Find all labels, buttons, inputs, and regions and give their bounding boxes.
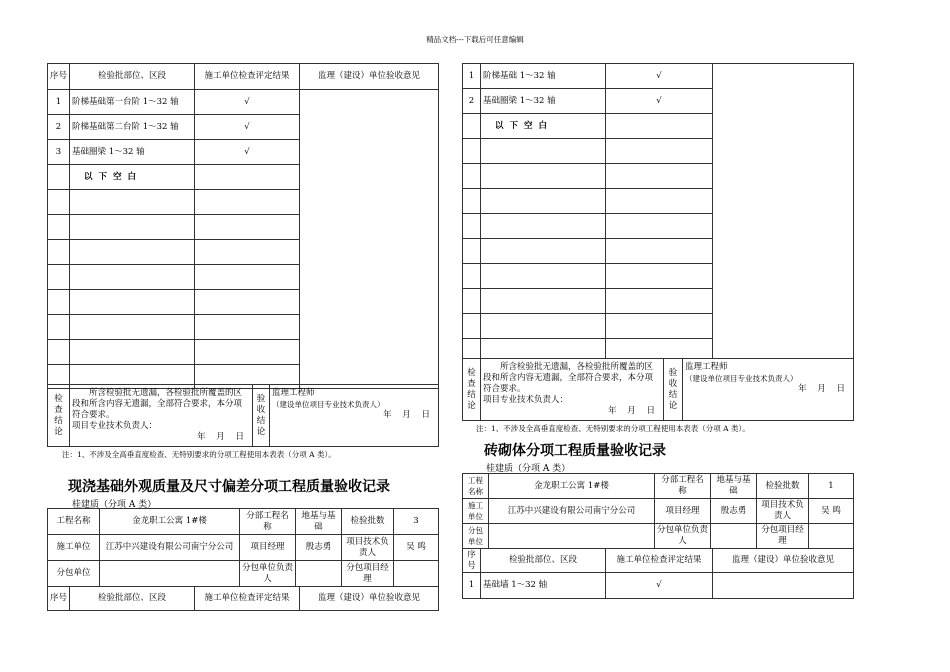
check-conclusion-text: 所含检验批无遗漏，各检验批所覆盖的区段和所含内容无遗漏，全部符合要求，本分项符合要求。	[72, 388, 243, 420]
supervisor-label: 监理工程师	[272, 388, 315, 398]
left-conclusion-table	[47, 384, 439, 447]
right-subtitle: 桂建质（分项 A 类）	[486, 464, 571, 474]
supervisor-opinion-cell	[713, 64, 854, 359]
project-manager: 殷志勇	[296, 535, 342, 561]
col-result: 施工单位检查评定结果	[195, 64, 300, 90]
project-name: 金龙职工公寓 1#楼	[100, 509, 240, 535]
left-info-table: 工程名称 金龙职工公寓 1#楼 分部工程名 称 地基与基 础 检验批数 3 施工单位 江苏中兴建设有限公司南宁分公司 项目经理 殷志勇 项目技术负责人 吴 鸣 分包单位 分包单位负责人 分包项目经 理	[47, 508, 439, 587]
right-batch-header: 序号 检验批部位、区段 施工单位检查评定结果 监理（建设）单位验收意见 1 基础墙 1～32 轴 √	[462, 548, 854, 599]
left-title: 现浇基础外观质量及尺寸偏差分项工程质量验收记录	[68, 479, 390, 495]
row-result: √	[195, 140, 300, 165]
right-conclusion-table: 检查结论 所含检验批无遗漏，各检验批所覆盖的区段和所含内容无遗漏，全部符合要求，本分项符合要求。 项目专业技术负责人： 年 月 日 验收结论 监理工程师 （建设单位项目专业技术负责人） 年 月 日	[462, 358, 854, 421]
batch-count: 3	[394, 509, 439, 535]
col-seq: 序号	[48, 64, 70, 90]
row-result: √	[195, 90, 300, 115]
supervisor-opinion-cell	[300, 90, 439, 389]
right-title: 砖砌体分项工程质量验收记录	[484, 443, 666, 459]
check-date: 年 月 日	[197, 432, 244, 442]
blank-marker: 以下空白	[70, 165, 195, 190]
accept-conclusion-label: 验收结论	[253, 385, 270, 447]
col-batch: 检验批部位、区段	[70, 64, 195, 90]
footnote-right: 注：1、不涉及全高垂直度检查、无特别要求的分项工程使用本表表（分项 A 类）。	[476, 424, 750, 433]
left-subtitle: 桂建质（分项 A 类）	[72, 500, 157, 510]
accept-date: 年 月 日	[383, 410, 430, 420]
left-batch-header: 序号 检验批部位、区段 施工单位检查评定结果 监理（建设）单位验收意见	[47, 586, 439, 611]
right-batch-table: 1 阶梯基础 1～32 轴 √ 2 基础圈梁 1～32 轴 √ 以下空白	[462, 63, 854, 359]
row-part: 阶梯基础第一台阶 1～32 轴	[70, 90, 195, 115]
row-part: 基础圈梁 1～32 轴	[70, 140, 195, 165]
row-no: 2	[48, 115, 70, 140]
supervisor-sub: （建设单位项目专业技术负责人）	[272, 400, 385, 409]
right-info-table: 工程名称 金龙职工公寓 1#楼 分部工程名 称 地基与基 础 检验批数 1 施工单位 江苏中兴建设有限公司南宁分公司 项目经理 殷志勇 项目技术负责人 吴 鸣 分包单位 分包单位负责人 分包项目经 理	[462, 473, 854, 549]
row-result: √	[195, 115, 300, 140]
sub-project: 地基与基 础	[296, 509, 342, 535]
contractor: 江苏中兴建设有限公司南宁分公司	[100, 535, 240, 561]
row-no: 1	[48, 90, 70, 115]
row-part: 阶梯基础第二台阶 1～32 轴	[70, 115, 195, 140]
check-conclusion-label: 检查结论	[48, 385, 70, 447]
footnote-left: 注：1、不涉及全高垂直度检查、无特别要求的分项工程使用本表表（分项 A 类）。	[62, 450, 336, 459]
tech-lead-label: 项目专业技术负责人：	[72, 421, 158, 431]
header-note: 精品文档---下载后可任意编辑	[426, 35, 524, 44]
blank-marker: 以下空白	[481, 114, 606, 139]
left-batch-table	[47, 63, 439, 389]
tech-lead: 吴 鸣	[394, 535, 439, 561]
row-no: 3	[48, 140, 70, 165]
col-opinion: 监理（建设）单位验收意见	[300, 64, 439, 90]
